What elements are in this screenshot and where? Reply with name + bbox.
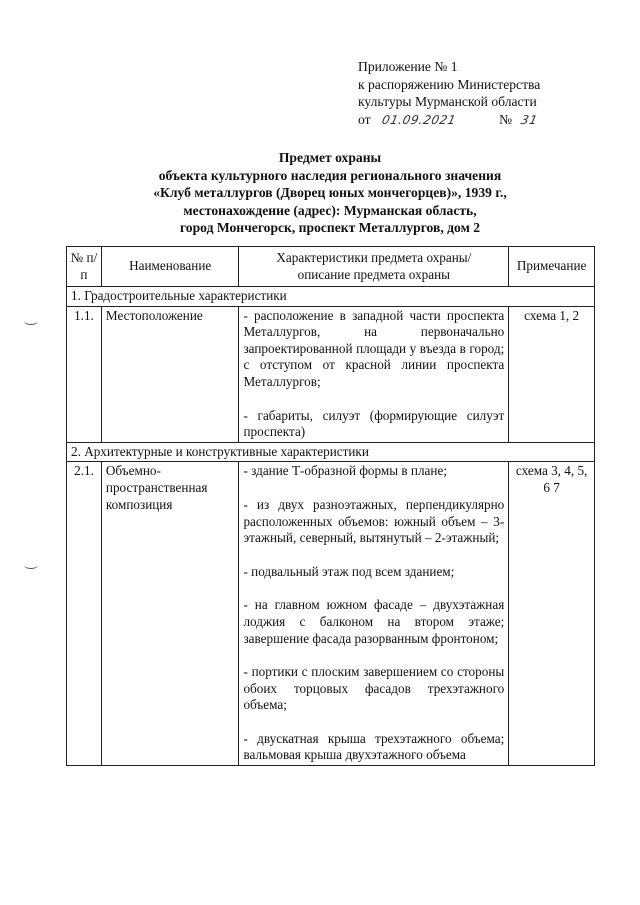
punch-hole-mark	[24, 561, 38, 569]
section-row	[67, 442, 595, 462]
desc-item: - на главном южном фасаде – двухэтажная лоджия с балконом на втором этаже; завершение фасада разорванным фронтоном;	[243, 597, 505, 646]
header-num: № п/п	[67, 247, 102, 287]
table-header-row	[67, 247, 595, 287]
handwritten-number: 31	[520, 112, 540, 127]
appendix-line: к распоряжению Министерства	[358, 76, 541, 92]
section-title: 1. Градостроительные характеристики	[67, 287, 595, 307]
row-note: схема 3, 4, 5, 6 7	[509, 462, 595, 766]
row-name: Объемно-пространственная композиция	[101, 462, 239, 766]
section-row	[67, 287, 595, 307]
table-row	[67, 306, 595, 442]
punch-hole-mark	[24, 317, 38, 325]
header-desc-line: описание предмета охраны	[297, 266, 451, 282]
section-title: 2. Архитектурные и конструктивные характеристики	[67, 442, 595, 462]
row-desc	[239, 462, 509, 766]
title-line: местонахождение (адрес): Мурманская область,	[183, 202, 477, 218]
desc-item: - расположение в западной части проспекта Металлургов, на первоначально запроектированной площади у въезда в город; с отступом от красной линии проспекта Металлургов;	[243, 307, 505, 389]
row-desc	[239, 306, 509, 442]
title-line: «Клуб металлургов (Дворец юных мончегорцев)», 1939 г.,	[153, 185, 507, 201]
header-desc-line: Характеристики предмета охраны/	[276, 249, 472, 265]
header-name: Наименование	[101, 247, 239, 287]
appendix-date-line	[358, 111, 598, 130]
document-title	[80, 149, 580, 237]
protection-subject-table	[66, 246, 595, 766]
row-num: 1.1.	[67, 306, 102, 442]
number-label: №	[499, 111, 513, 127]
desc-item: - габариты, силуэт (формирующие силуэт проспекта)	[243, 407, 505, 440]
table-row	[67, 462, 595, 766]
desc-item: - из двух разноэтажных, перпендикулярно расположенных объемов: южный объем – 3-этажный, северный, вытянутый – 2-этажный;	[243, 496, 505, 546]
desc-item: - здание Т-образной формы в плане;	[243, 463, 447, 479]
header-desc	[239, 247, 509, 287]
desc-item: - двускатная крыша трехэтажного объема; вальмовая крыша двухэтажного объема	[243, 730, 505, 763]
row-note: схема 1, 2	[509, 306, 595, 442]
desc-item: - подвальный этаж под всем зданием;	[243, 563, 455, 579]
header-note: Примечание	[509, 247, 595, 287]
row-name: Местоположение	[101, 306, 239, 442]
appendix-line: Приложение № 1	[358, 59, 458, 74]
appendix-block	[358, 58, 598, 129]
desc-item: - портики с плоским завершением со стороны обоих торцовых фасадов трехэтажного объема;	[243, 664, 505, 713]
title-line: Предмет охраны	[278, 150, 382, 165]
title-line: город Мончегорск, проспект Металлургов, дом 2	[179, 220, 481, 236]
handwritten-date: 01.09.2021	[380, 112, 458, 127]
from-label: от	[358, 111, 371, 127]
row-num: 2.1.	[67, 462, 102, 766]
title-line: объекта культурного наследия регионального значения	[158, 167, 502, 183]
appendix-line: культуры Мурманской области	[358, 94, 537, 109]
